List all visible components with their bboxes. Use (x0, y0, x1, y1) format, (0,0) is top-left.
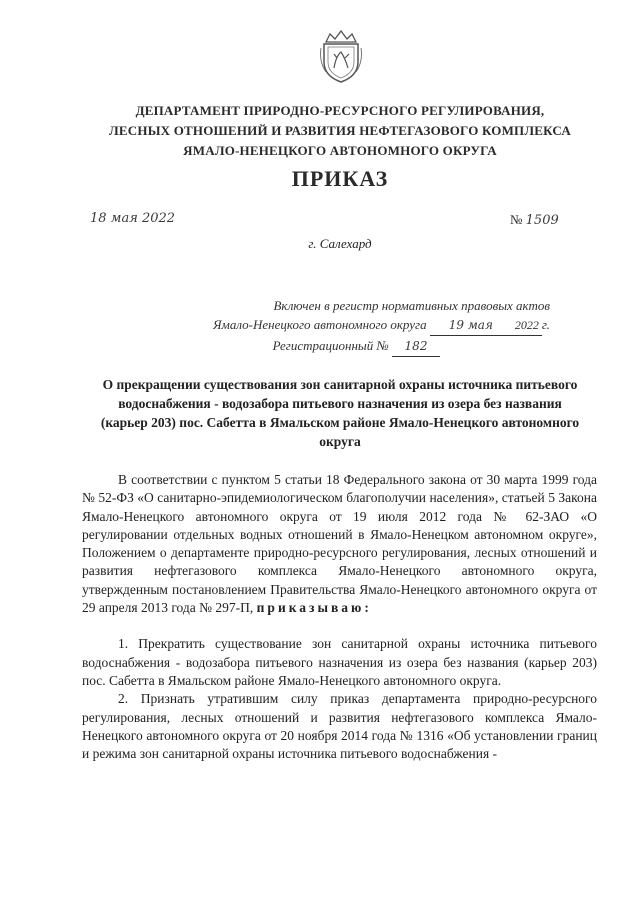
order-item-1: 1. Прекратить существование зон санитарной охраны источника питьевого водоснабжения - водозабора питьевого назначения из озера без названия (карьер 203) пос. Сабетта в Ямальском районе Ямало-Ненецкого автономного округа. (82, 636, 597, 688)
order-word: приказываю: (256, 600, 372, 616)
registry-number: 182 (392, 337, 440, 357)
dept-line-3: ЯМАЛО-НЕНЕЦКОГО АВТОНОМНОГО ОКРУГА (183, 143, 497, 158)
coat-of-arms-icon (318, 28, 364, 84)
registry-stamp (80, 296, 550, 357)
registry-region: Ямало-Ненецкого автономного округа (213, 317, 427, 332)
order-item-2: 2. Признать утратившим силу приказ департамента природно-ресурсного регулирования, лесных отношений и развития нефтегазового комплекса Ямало-Ненецкого автономного округа от 20 ноября 2014 года № 1316 «Об установлении границ и режима зон санитарной охраны источника питьевого водоснабжения - (82, 691, 597, 762)
registry-line-1: Включен в регистр нормативных правовых актов (273, 298, 550, 313)
handwritten-date: 18 мая 2022 (90, 211, 176, 226)
registry-line-3 (80, 336, 440, 357)
registry-line-2 (80, 315, 550, 336)
registry-year: 2022 (512, 316, 542, 336)
handwritten-number: 1509 (525, 213, 559, 228)
dept-line-2: ЛЕСНЫХ ОТНОШЕНИЙ И РАЗВИТИЯ НЕФТЕГАЗОВОГО КОМПЛЕКСА (109, 123, 571, 138)
registry-number-label: Регистрационный № (272, 338, 389, 353)
department-name (60, 101, 620, 161)
order-subject: О прекращении существования зон санитарной охраны источника питьевого водоснабжения - водозабора питьевого назначения из озера без названия (карьер 203) пос. Сабетта в Ямальском районе Ямало-Ненецкого автономного округа (100, 377, 580, 449)
number-sign: № (510, 212, 523, 227)
registry-year-suffix: г. (541, 317, 550, 332)
order-number (510, 212, 559, 228)
registry-date: 19 мая (430, 316, 512, 336)
preamble-text: В соответствии с пунктом 5 статьи 18 Федерального закона от 30 марта 1999 года № 52-ФЗ «О санитарно-эпидемиологическом благополучии населения», статьей 5 Закона Ямало-Ненецкого автономного округа от 19 июля 2012 года № 62-ЗАО «О регулировании отдельных водных отношений в Ямало-Ненецком автономном округе», Положением о департаменте природно-ресурсного регулирования, лесных отношений и развития нефтегазового комплекса Ямало-Ненецкого автономного округа, утвержденным постановлением Правительства Ямало-Ненецкого автономного округа от 29 апреля 2013 года № 297-П, (82, 472, 597, 616)
document-title: ПРИКАЗ (291, 166, 389, 191)
preamble-paragraph (82, 471, 597, 617)
dept-line-1: ДЕПАРТАМЕНТ ПРИРОДНО-РЕСУРСНОГО РЕГУЛИРОВАНИЯ, (135, 103, 545, 118)
city: г. Салехард (308, 236, 372, 251)
order-body (82, 471, 597, 763)
